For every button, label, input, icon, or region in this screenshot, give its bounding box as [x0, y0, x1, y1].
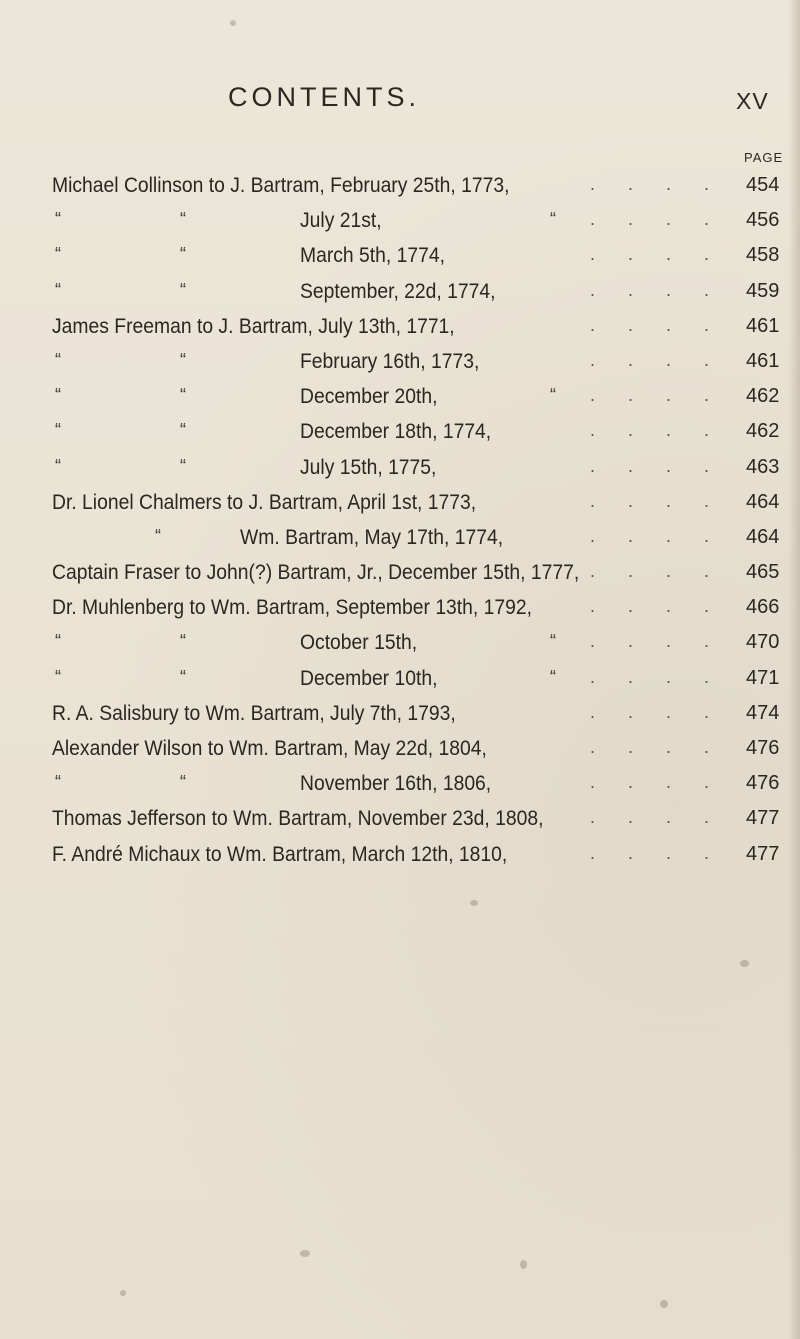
contents-entry: [0, 170, 800, 205]
dot-leader: . . . .: [590, 314, 724, 335]
contents-list: [0, 170, 800, 874]
entry-text: Dr. Muhlenberg to Wm. Bartram, September 13th, 1792,: [52, 596, 533, 620]
ditto-mark: “: [180, 209, 186, 230]
ditto-mark: “: [155, 525, 161, 546]
entry-text: James Freeman to J. Bartram, July 13th, 1771,: [52, 314, 455, 338]
ditto-mark: “: [180, 455, 186, 476]
page-number: 466: [746, 596, 780, 619]
entry-date: July 15th, 1775,: [300, 455, 437, 479]
page-number: 471: [746, 666, 780, 689]
entry-date: July 21st,: [300, 209, 382, 233]
ditto-mark: “: [180, 244, 186, 265]
dot-leader: . . . .: [590, 701, 724, 722]
contents-entry: [0, 240, 800, 275]
foxing-speck: [660, 1300, 668, 1308]
dot-leader: . . . .: [590, 842, 724, 863]
page-number: 477: [746, 842, 780, 865]
page-number: 461: [746, 349, 780, 372]
dot-leader: . . . .: [590, 772, 724, 793]
page-number: 477: [746, 807, 780, 830]
contents-entry: [0, 663, 800, 698]
page-number: 459: [746, 279, 780, 302]
entry-date: September, 22d, 1774,: [300, 279, 496, 303]
page-number: 470: [746, 631, 780, 654]
entry-date: March 5th, 1774,: [300, 244, 445, 268]
ditto-mark: “: [180, 349, 186, 370]
ditto-mark: “: [550, 666, 556, 687]
page-number: 474: [746, 701, 780, 724]
contents-entry: [0, 276, 800, 311]
ditto-mark: “: [550, 631, 556, 652]
entry-date: November 16th, 1806,: [300, 772, 492, 796]
ditto-mark: “: [550, 209, 556, 230]
ditto-mark: “: [180, 279, 186, 300]
dot-leader: . . . .: [590, 455, 724, 476]
dot-leader: . . . .: [590, 490, 724, 511]
ditto-mark: “: [55, 631, 61, 652]
page-number: 463: [746, 455, 780, 478]
page-number: 454: [746, 174, 780, 196]
dot-leader: . . . .: [590, 631, 724, 652]
page-number: 465: [746, 561, 780, 584]
page-number: 464: [746, 525, 780, 548]
dot-leader: . . . .: [590, 279, 724, 300]
entry-text: Captain Fraser to John(?) Bartram, Jr., December 15th, 1777,: [52, 561, 580, 585]
foxing-speck: [740, 960, 749, 967]
folio-number: XV: [736, 88, 769, 114]
page-number: 456: [746, 209, 780, 232]
page-number: 461: [746, 314, 780, 337]
dot-leader: . . . .: [590, 807, 724, 828]
foxing-speck: [230, 20, 236, 26]
contents-entry: [0, 768, 800, 803]
dot-leader: . . . .: [590, 561, 724, 582]
entry-date: October 15th,: [300, 631, 418, 655]
ditto-mark: “: [55, 279, 61, 300]
contents-entry: [0, 205, 800, 240]
contents-entry: [0, 627, 800, 662]
ditto-mark: “: [180, 772, 186, 793]
ditto-mark: “: [180, 631, 186, 652]
contents-entry: [0, 592, 800, 627]
ditto-mark: “: [55, 772, 61, 793]
dot-leader: . . . .: [590, 525, 724, 546]
page-number: 462: [746, 420, 780, 443]
contents-entry: [0, 311, 800, 346]
entry-date: February 16th, 1773,: [300, 349, 480, 373]
contents-entry: [0, 839, 800, 874]
contents-entry: [0, 452, 800, 487]
ditto-mark: “: [55, 385, 61, 406]
dot-leader: . . . .: [590, 737, 724, 757]
dot-leader: . . . .: [590, 666, 724, 687]
page-number: 462: [746, 385, 780, 408]
contents-entry: [0, 416, 800, 451]
dot-leader: . . . .: [590, 385, 724, 406]
page-number: 476: [746, 772, 780, 795]
page-number: 458: [746, 244, 780, 267]
dot-leader: . . . .: [590, 349, 724, 370]
dot-leader: . . . .: [590, 209, 724, 230]
contents-entry: [0, 557, 800, 592]
page-column-label: PAGE: [744, 150, 784, 165]
running-title: CONTENTS.: [228, 82, 421, 112]
entry-text: F. André Michaux to Wm. Bartram, March 12th, 1810,: [52, 842, 508, 866]
entry-text: Thomas Jefferson to Wm. Bartram, November 23d, 1808,: [52, 807, 544, 831]
entry-text: R. A. Salisbury to Wm. Bartram, July 7th, 1793,: [52, 701, 456, 725]
entry-date: December 18th, 1774,: [300, 420, 492, 444]
ditto-mark: “: [55, 420, 61, 441]
entry-date: December 20th,: [300, 385, 438, 409]
contents-entry: [0, 733, 800, 768]
dot-leader: . . . .: [590, 596, 724, 617]
contents-entry: [0, 381, 800, 416]
ditto-mark: “: [180, 666, 186, 687]
ditto-mark: “: [180, 420, 186, 441]
contents-entry: [0, 803, 800, 838]
entry-text: Alexander Wilson to Wm. Bartram, May 22d, 1804,: [52, 737, 487, 760]
ditto-mark: “: [55, 349, 61, 370]
entry-date: Wm. Bartram, May 17th, 1774,: [240, 525, 504, 549]
ditto-mark: “: [55, 244, 61, 265]
dot-leader: . . . .: [590, 174, 724, 194]
ditto-mark: “: [55, 455, 61, 476]
foxing-speck: [520, 1260, 527, 1269]
foxing-speck: [120, 1290, 126, 1296]
entry-text: Michael Collinson to J. Bartram, February 25th, 1773,: [52, 174, 510, 197]
ditto-mark: “: [180, 385, 186, 406]
ditto-mark: “: [550, 385, 556, 406]
entry-text: Dr. Lionel Chalmers to J. Bartram, April 1st, 1773,: [52, 490, 477, 514]
contents-entry: [0, 487, 800, 522]
dot-leader: . . . .: [590, 244, 724, 265]
foxing-speck: [300, 1250, 310, 1257]
contents-entry: [0, 698, 800, 733]
entry-date: December 10th,: [300, 666, 438, 690]
contents-entry: [0, 522, 800, 557]
contents-entry: [0, 346, 800, 381]
foxing-speck: [470, 900, 478, 906]
ditto-mark: “: [55, 209, 61, 230]
page-number: 464: [746, 490, 780, 513]
dot-leader: . . . .: [590, 420, 724, 441]
page-header: [0, 82, 800, 122]
page-number: 476: [746, 737, 780, 759]
ditto-mark: “: [55, 666, 61, 687]
